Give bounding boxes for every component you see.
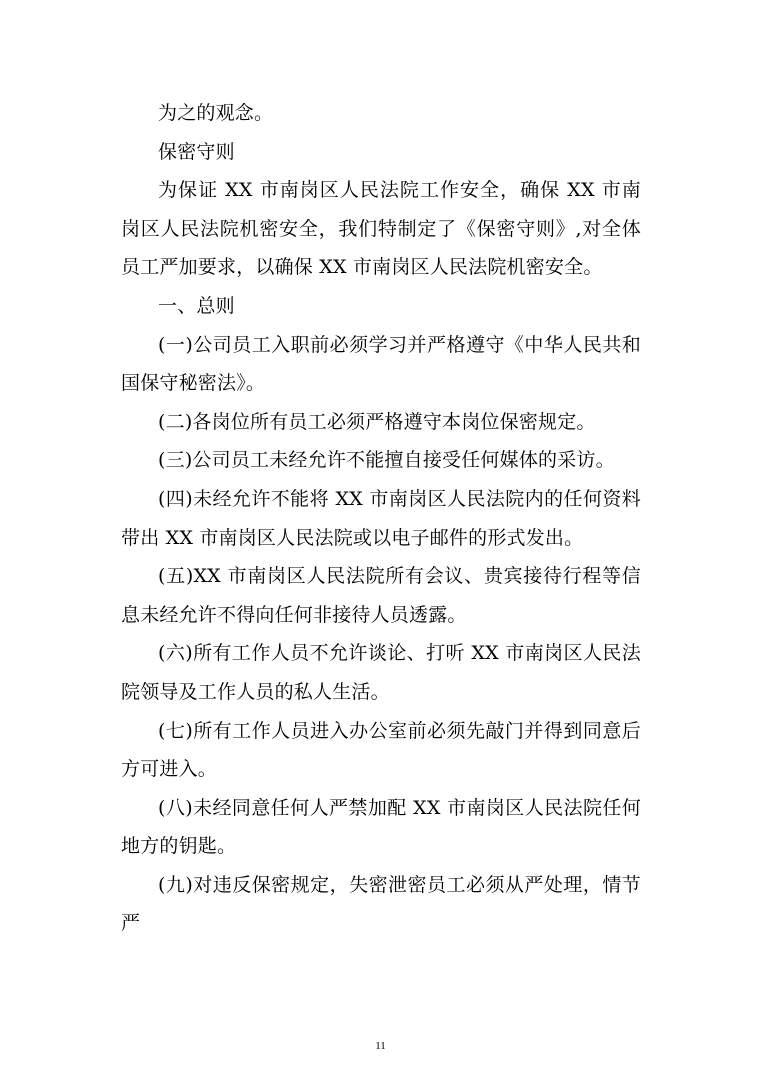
paragraph: 为保证 XX 市南岗区人民法院工作安全，确保 XX 市南岗区人民法院机密安全，我们特制定了《保密守则》,对全体员工严加要求，以确保 XX 市南岗区人民法院机密安全。 (121, 179, 641, 279)
rule-item: (四)未经允许不能将 XX 市南岗区人民法院内的任何资料带出 XX 市南岗区人民法院或以电子邮件的形式发出。 (121, 487, 641, 549)
page-number: 11 (375, 1040, 386, 1052)
rule-item: (三)公司员工未经允许不能擅自接受任何媒体的采访。 (158, 449, 615, 472)
section-heading: 保密守则 (158, 140, 235, 163)
rule-item: (五)XX 市南岗区人民法院所有会议、贵宾接待行程等信息未经允许不得向任何非接待人员透露。 (121, 565, 641, 626)
rule-item: (七)所有工作人员进入办公室前必须先敲门并得到同意后方可进入。 (121, 719, 641, 781)
rule-item: (八)未经同意任何人严禁加配 XX 市南岗区人民法院任何地方的钥匙。 (121, 796, 641, 858)
rule-item: (六)所有工作人员不允许谈论、打听 XX 市南岗区人民法院领导及工作人员的私人生活。 (121, 642, 641, 703)
rule-item: (二)各岗位所有员工必须严格遵守本岗位保密规定。 (158, 410, 596, 433)
section-heading: 一、总则 (158, 294, 235, 317)
paragraph: 为之的观念。 (158, 102, 274, 124)
page-body (121, 94, 641, 943)
rule-item: (一)公司员工入职前必须学习并严格遵守《中华人民共和国保守秘密法》。 (121, 333, 641, 395)
rule-item: (九)对违反保密规定，失密泄密员工必须从严处理，情节严 (121, 873, 641, 935)
